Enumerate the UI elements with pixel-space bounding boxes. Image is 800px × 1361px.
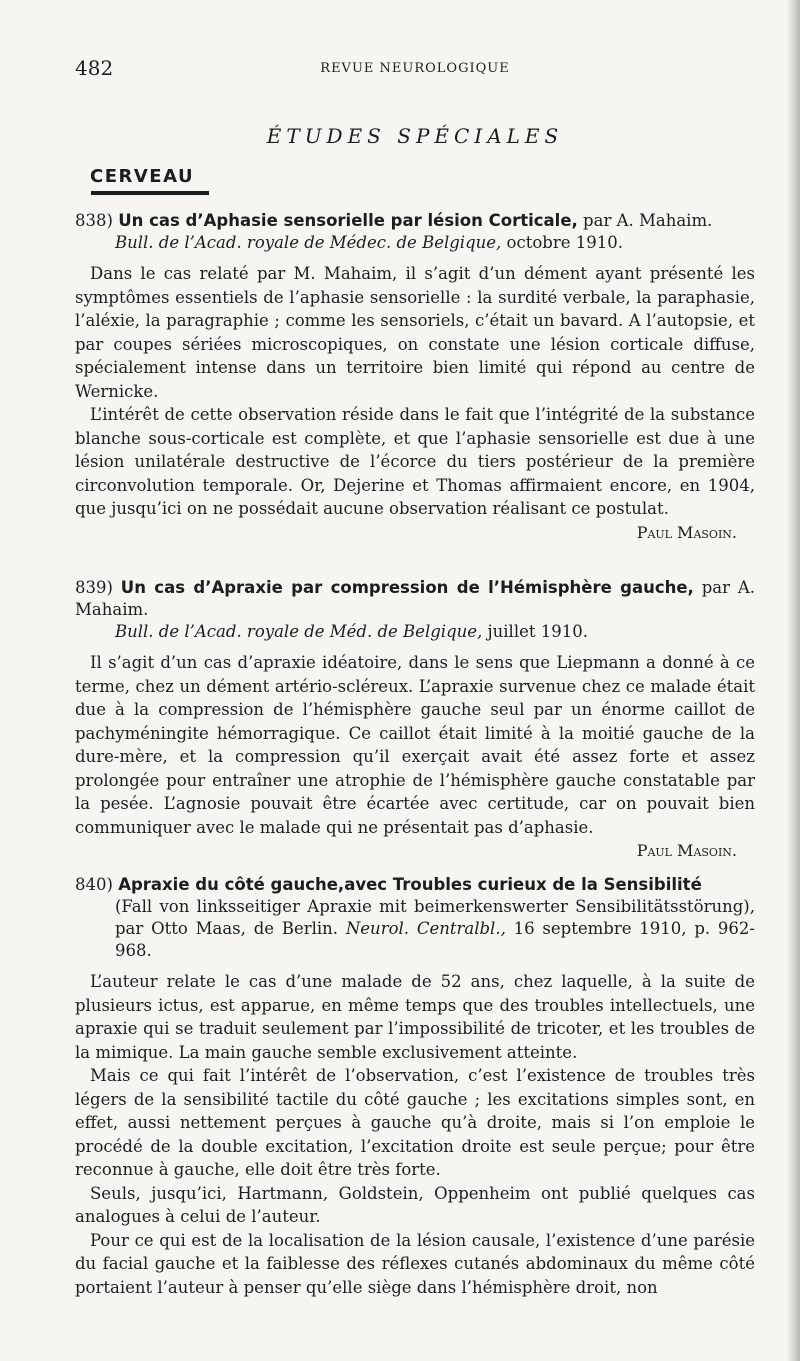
- article-body: [75, 651, 755, 839]
- article-838: [75, 210, 755, 544]
- paragraph: Mais ce qui fait l’intérêt de l’observation, c’est l’existence de troubles très légers de la sensibilité tactile du côté gauche ; les excitations simples sont, en effet, aussi nettement perçues à gauche qu’à droite, mais si l’on emploie le procédé de la double excitation, l’excitation droite est seule perçue; pour être reconnue à gauche, elle doit être très forte.: [75, 1066, 755, 1179]
- article-number: 838): [75, 211, 113, 230]
- article-date: octobre 1910.: [506, 233, 623, 252]
- article-source: Bull. de l’Acad. royale de Médec. de Belgique,: [115, 233, 502, 252]
- article-heading: [75, 874, 755, 962]
- paragraph: Il s’agit d’un cas d’apraxie idéatoire, dans le sens que Liepmann a donné à ce terme, chez un dément artério-scléreux. L’apraxie survenue chez ce malade était due à la compression de l’hémisphère gauche seul par un énorme caillot de pachyméningite hémorragique. Ce caillot était limité à la moitié gauche de la dure-mère, et la compression qu’il exerçait avait été assez forte et assez prolongée pour entraîner une atrophie de l’hémisphère gauche constatable par la pesée. L’agnosie pouvait être écartée avec certitude, car on pouvait bien communiquer avec le malade qui ne présentait pas d’aphasie.: [75, 653, 755, 837]
- article-title: Apraxie du côté gauche,avec Troubles curieux de la Sensibilité: [118, 875, 702, 894]
- article-source: Neurol. Centralbl.,: [345, 919, 506, 938]
- article-number: 839): [75, 578, 113, 597]
- paragraph: L’intérêt de cette observation réside dans le fait que l’intégrité de la substance blanche sous-corticale est complète, et que l’aphasie sensorielle est due à une lésion unilatérale destructive de l’écorce du tiers postérieur de la première circonvolution temporale. Or, Dejerine et Thomas affirmaient encore, en 1904, que jusqu’ici on ne possédait aucune observation réalisant ce postulat.: [75, 405, 755, 518]
- article-original-title: (Fall von linksseitiger Apraxie mit beimerkenswerter Sensibilitätsstörung),: [115, 897, 755, 916]
- rubric-heading: CERVEAU: [90, 166, 195, 187]
- article-840: [75, 874, 755, 1299]
- article-title: Un cas d’Aphasie sensorielle par lésion Corticale,: [118, 211, 578, 230]
- article-signature: Paul Masoin.: [636, 522, 737, 542]
- article-title: Un cas d’Apraxie par compression de l’Hémisphère gauche,: [120, 578, 694, 597]
- article-heading: [75, 577, 755, 643]
- page-number: 482: [75, 56, 114, 80]
- article-839: [75, 577, 755, 862]
- article-number: 840): [75, 875, 113, 894]
- article-signature: Paul Masoin.: [636, 841, 737, 860]
- article-date: juillet 1910.: [487, 622, 588, 641]
- article-author: par A. Mahaim.: [583, 211, 713, 230]
- article-author: par A. Mahaim.: [75, 578, 755, 619]
- article-date: 16 septembre 1910, p. 962-968.: [115, 919, 755, 960]
- paragraph: Pour ce qui est de la localisation de la lésion causale, l’existence d’une parésie du facial gauche et la faiblesse des réflexes cutanés abdominaux du même côté portaient l’auteur à penser qu’elle siège dans l’hémisphère droit, non: [75, 1230, 755, 1297]
- page-header: [75, 56, 755, 80]
- article-author: par Otto Maas, de Berlin.: [115, 919, 339, 938]
- article-source: Bull. de l’Acad. royale de Méd. de Belgique,: [115, 622, 483, 641]
- paragraph: Seuls, jusqu’ici, Hartmann, Goldstein, Oppenheim ont publié quelques cas analogues à celui de l’auteur.: [75, 1183, 755, 1226]
- rubric-underline: [91, 191, 209, 195]
- article-heading: [75, 210, 755, 254]
- paragraph: Dans le cas relaté par M. Mahaim, il s’agit d’un dément ayant présenté les symptômes essentiels de l’aphasie sensorielle : la surdité verbale, la paraphasie, l’aléxie, la paragraphie ; comme les sensoriels, c’était un bavard. A l’autopsie, et par coupes sériées microscopiques, on constate une lésion corticale diffuse, spécialement intense dans un territoire bien limité qui répond au centre de Wernicke.: [75, 264, 755, 401]
- article-body: [75, 970, 755, 1299]
- article-body: [75, 262, 755, 521]
- section-title: ÉTUDES SPÉCIALES: [266, 124, 564, 148]
- paragraph: L’auteur relate le cas d’une malade de 52 ans, chez laquelle, à la suite de plusieurs ictus, est apparue, en même temps que des troubles intellectuels, une apraxie qui se traduit seulement par l’impossibilité de tricoter, et les troubles de la mimique. La main gauche semble exclusivement atteinte.: [75, 972, 755, 1062]
- running-head: REVUE NEUROLOGIQUE: [320, 61, 510, 76]
- page-edge-shadow: [786, 0, 800, 1361]
